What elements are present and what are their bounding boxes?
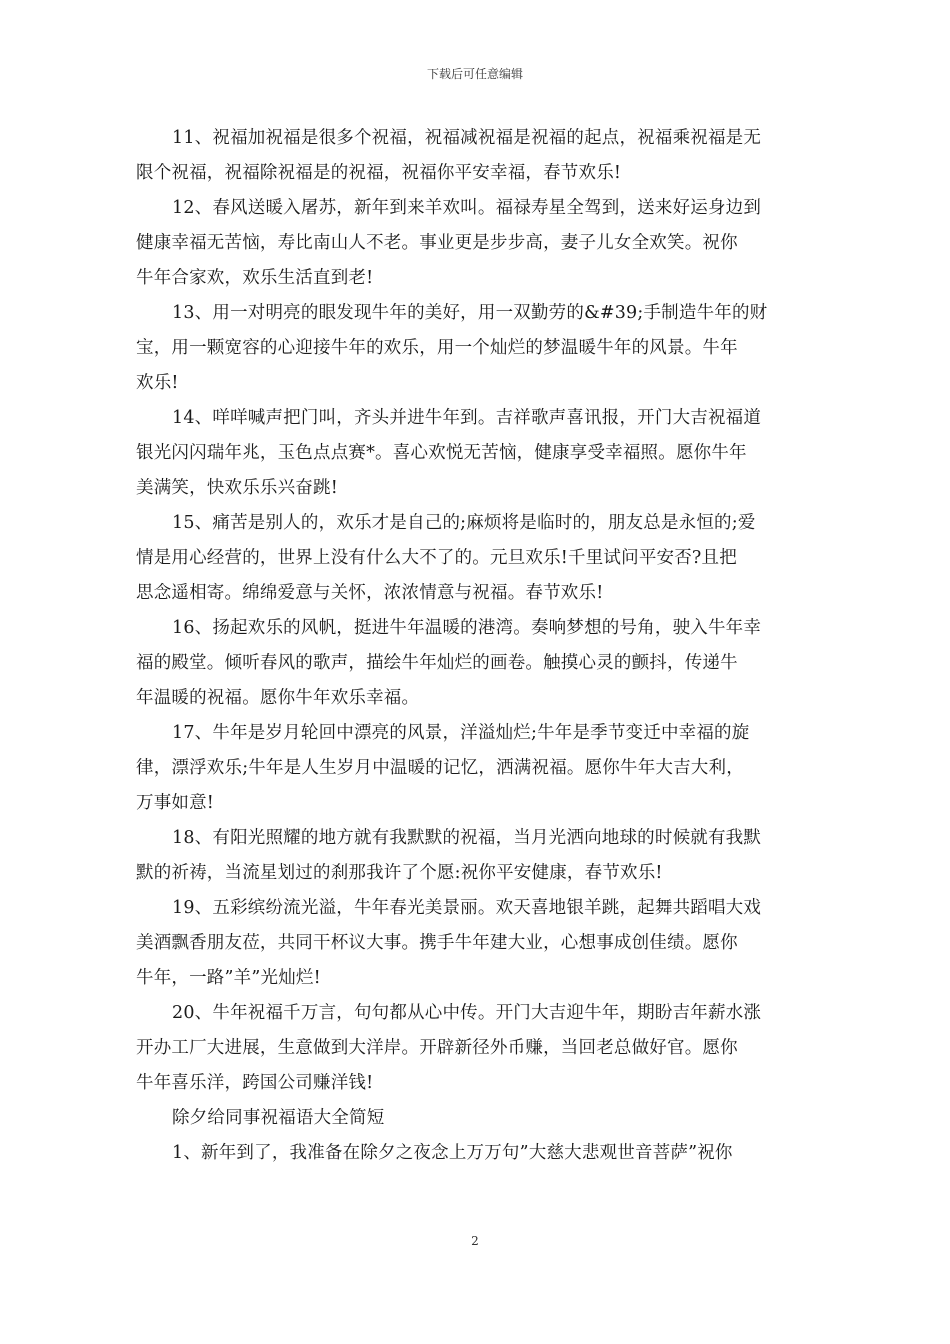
paragraph-18 <box>136 821 816 891</box>
paragraph-14 <box>136 401 816 506</box>
section-heading <box>136 1101 816 1136</box>
text-line: 思念遥相寄。绵绵爱意与关怀，浓浓情意与祝福。春节欢乐! <box>136 583 604 603</box>
text-line: 牛年喜乐洋，跨国公司赚洋钱! <box>136 1073 374 1093</box>
text-line: 美满笑，快欢乐乐兴奋跳! <box>136 478 338 498</box>
text-line: 15、痛苦是别人的，欢乐才是自己的;麻烦将是临时的，朋友总是永恒的;爱 <box>172 513 756 533</box>
paragraph-11 <box>136 121 816 191</box>
paragraph-19 <box>136 891 816 996</box>
document-body <box>136 121 816 1171</box>
text-line: 万事如意! <box>136 793 215 813</box>
text-line: 福的殿堂。倾听春风的歌声，描绘牛年灿烂的画卷。触摸心灵的颤抖，传递牛 <box>136 653 738 673</box>
paragraph-17 <box>136 716 816 821</box>
text-line: 12、春风送暖入屠苏，新年到来羊欢叫。福禄寿星全驾到，送来好运身边到 <box>172 198 762 218</box>
text-line: 限个祝福，祝福除祝福是的祝福，祝福你平安幸福，春节欢乐! <box>136 163 622 183</box>
text-line: 年温暖的祝福。愿你牛年欢乐幸福。 <box>136 688 420 708</box>
paragraph-16 <box>136 611 816 716</box>
page-header: 下载后可任意编辑 <box>426 67 523 81</box>
text-line: 牛年合家欢，欢乐生活直到老! <box>136 268 374 288</box>
text-line: 20、牛年祝福千万言，句句都从心中传。开门大吉迎牛年，期盼吉年薪水涨 <box>172 1003 762 1023</box>
text-line: 欢乐! <box>136 373 179 393</box>
paragraph-12 <box>136 191 816 296</box>
text-line: 17、牛年是岁月轮回中漂亮的风景，洋溢灿烂;牛年是季节变迁中幸福的旋 <box>172 723 750 743</box>
paragraph-1 <box>136 1136 816 1171</box>
text-line: 开办工厂大进展，生意做到大洋岸。开辟新径外币赚，当回老总做好官。愿你 <box>136 1038 738 1058</box>
text-line: 19、五彩缤纷流光溢，牛年春光美景丽。欢天喜地银羊跳，起舞共蹈唱大戏 <box>172 898 762 918</box>
text-line: 律，漂浮欢乐;牛年是人生岁月中温暖的记忆，洒满祝福。愿你牛年大吉大利， <box>136 758 744 778</box>
text-line: 宝，用一颗宽容的心迎接牛年的欢乐，用一个灿烂的梦温暖牛年的风景。牛年 <box>136 338 738 358</box>
section-title: 除夕给同事祝福语大全简短 <box>172 1108 385 1128</box>
paragraph-20 <box>136 996 816 1101</box>
text-line: 情是用心经营的，世界上没有什么大不了的。元旦欢乐!千里试问平安否?且把 <box>136 548 737 568</box>
text-line: 美酒飘香朋友莅，共同干杯议大事。携手牛年建大业，心想事成创佳绩。愿你 <box>136 933 738 953</box>
text-line: 默的祈祷，当流星划过的刹那我许了个愿:祝你平安健康，春节欢乐! <box>136 863 663 883</box>
text-line: 牛年，一路”羊”光灿烂! <box>136 968 321 988</box>
text-line: 13、用一对明亮的眼发现牛年的美好，用一双勤劳的&#39;手制造牛年的财 <box>172 303 768 323</box>
text-line: 14、咩咩喊声把门叫，齐头并进牛年到。吉祥歌声喜讯报，开门大吉祝福道 <box>172 408 762 428</box>
text-line: 健康幸福无苦恼，寿比南山人不老。事业更是步步高，妻子儿女全欢笑。祝你 <box>136 233 738 253</box>
text-line: 16、扬起欢乐的风帆，挺进牛年温暖的港湾。奏响梦想的号角，驶入牛年幸 <box>172 618 762 638</box>
page-number: 2 <box>471 1234 479 1248</box>
text-line: 银光闪闪瑞年兆，玉色点点赛*。喜心欢悦无苦恼，健康享受幸福照。愿你牛年 <box>136 443 747 463</box>
paragraph-15 <box>136 506 816 611</box>
text-line: 1、新年到了，我准备在除夕之夜念上万万句”大慈大悲观世音菩萨”祝你 <box>172 1143 733 1163</box>
paragraph-13 <box>136 296 816 401</box>
text-line: 18、有阳光照耀的地方就有我默默的祝福，当月光洒向地球的时候就有我默 <box>172 828 762 848</box>
text-line: 11、祝福加祝福是很多个祝福，祝福减祝福是祝福的起点，祝福乘祝福是无 <box>172 128 762 148</box>
